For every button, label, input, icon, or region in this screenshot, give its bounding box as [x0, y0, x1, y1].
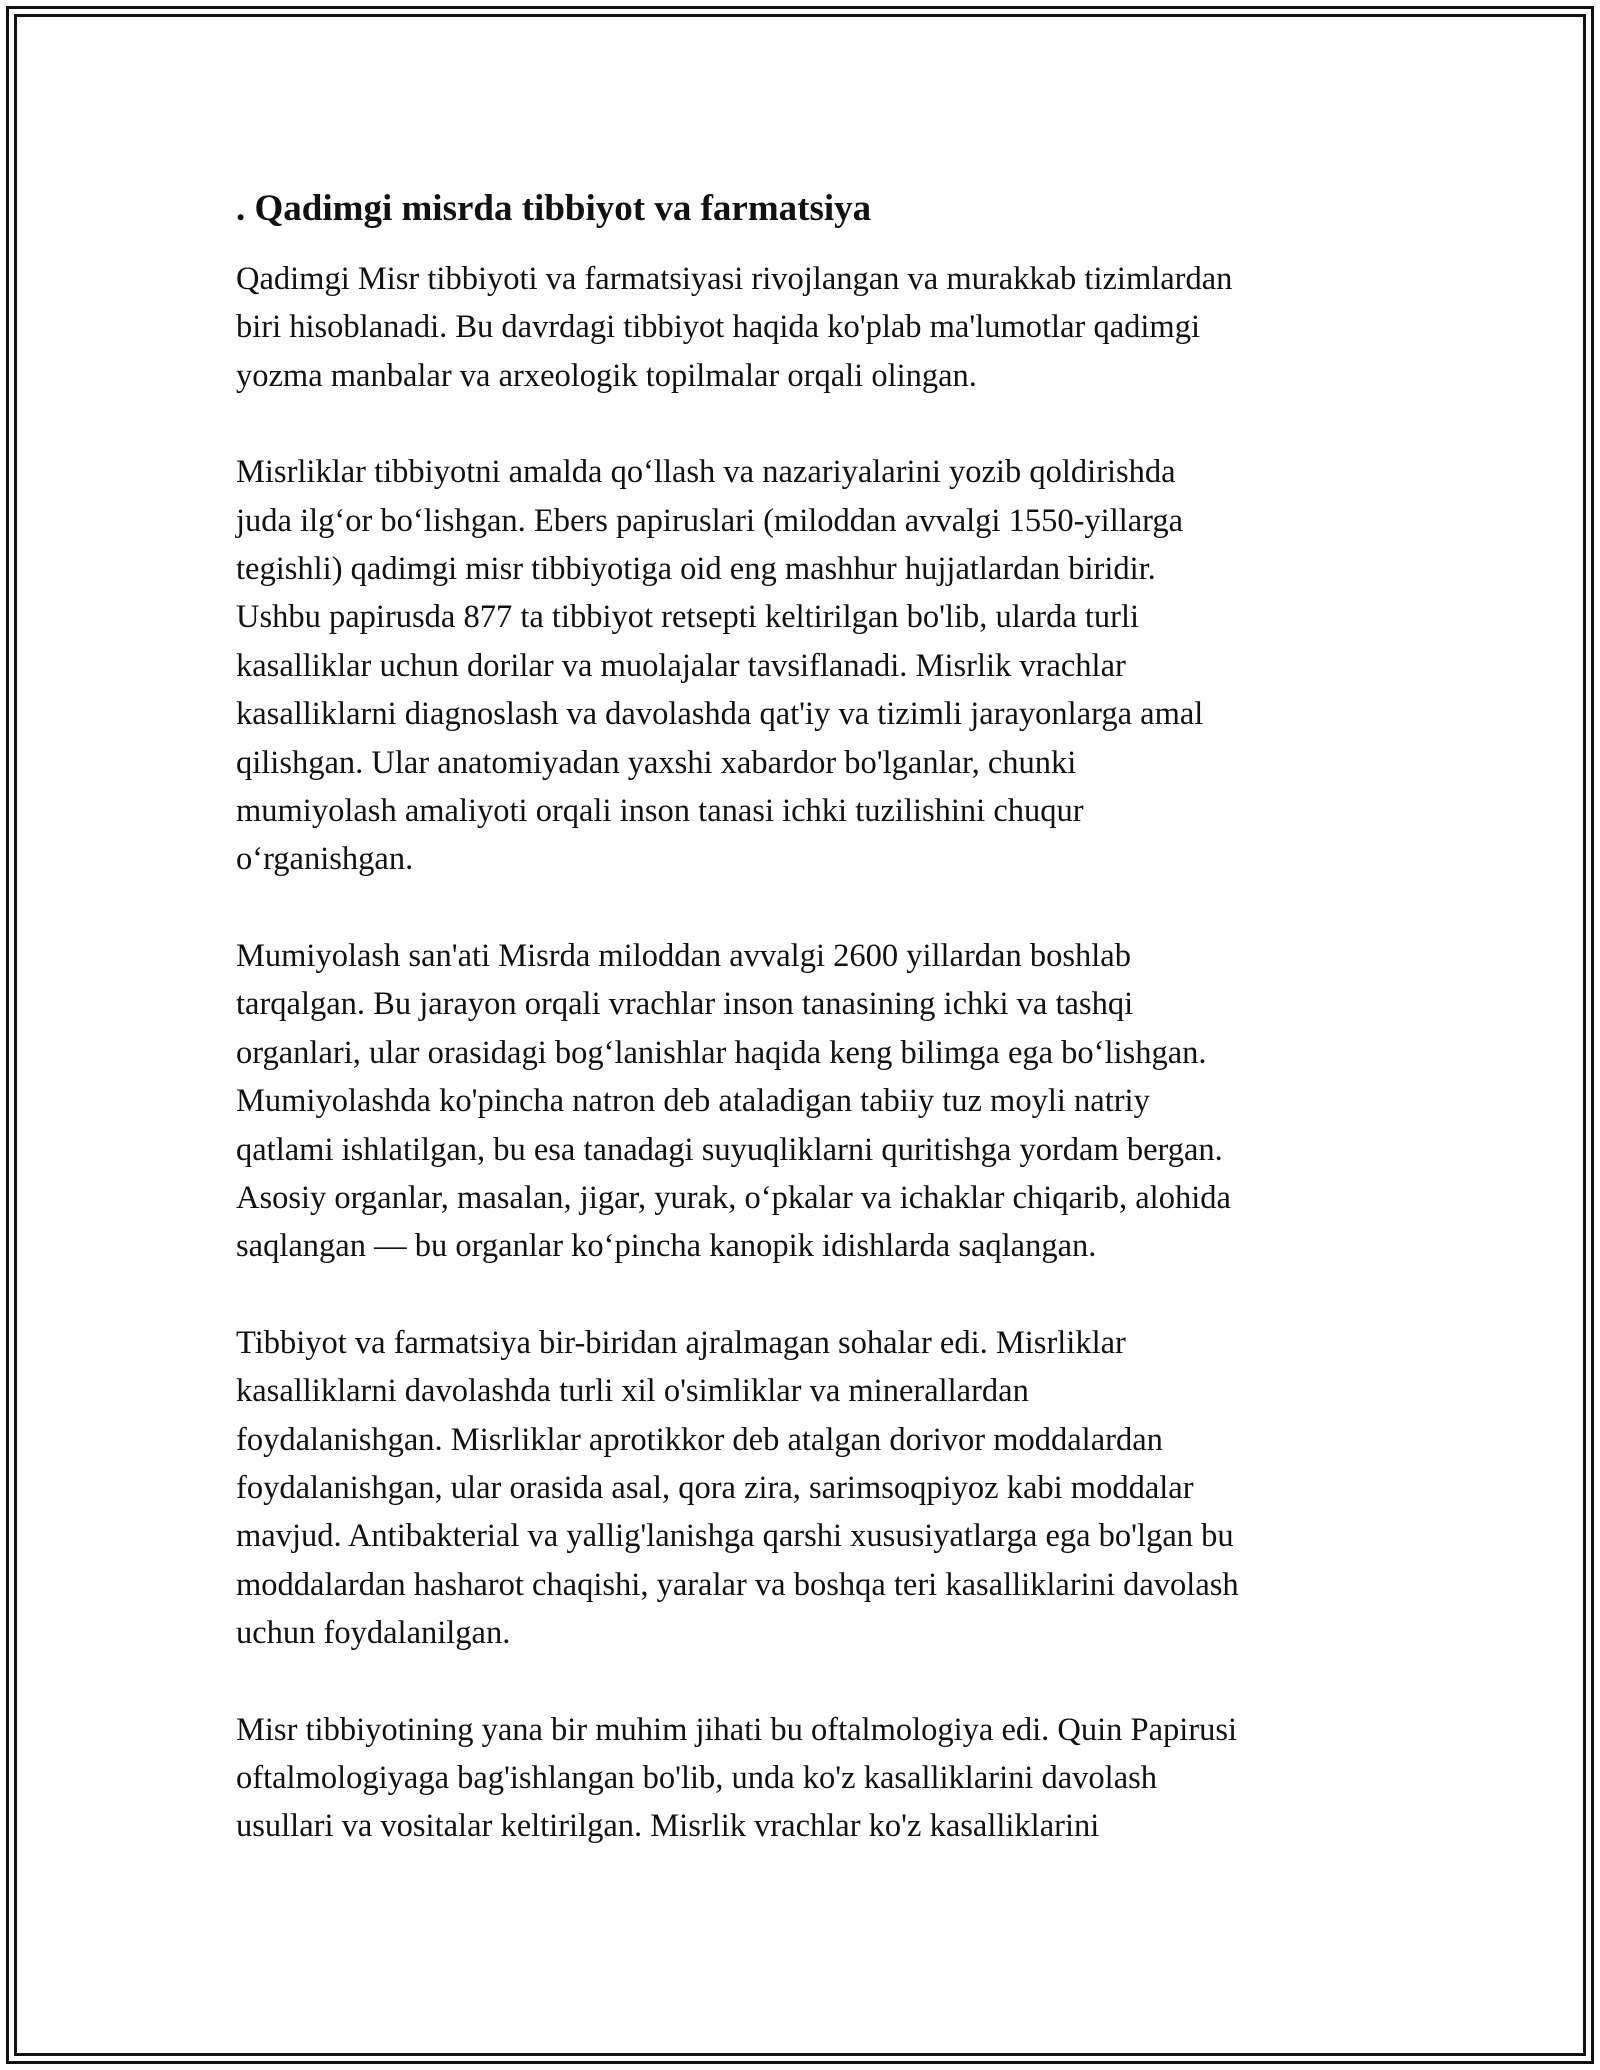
text-line: Asosiy organlar, masalan, jigar, yurak, oʻpkalar va ichaklar chiqarib, alohida	[236, 1179, 1231, 1216]
text-line: Qadimgi Misr tibbiyoti va farmatsiyasi rivojlangan va murakkab tizimlardan	[236, 261, 1233, 297]
text-line: usullari va vositalar keltirilgan. Misrlik vrachlar ko'z kasalliklarini	[236, 1808, 1100, 1845]
text-line: mavjud. Antibakterial va yallig'lanishga qarshi xususiyatlarga ega bo'lgan bu	[236, 1518, 1234, 1555]
text-line: saqlangan — bu organlar koʻpincha kanopik idishlarda saqlangan.	[236, 1228, 1097, 1265]
text-line: uchun foydalanilgan.	[236, 1615, 511, 1652]
paragraph-5	[236, 1706, 1376, 1851]
text-line: kasalliklar uchun dorilar va muolajalar tavsiflanadi. Misrlik vrachlar	[236, 647, 1126, 684]
text-line: oftalmologiyaga bag'ishlangan bo'lib, unda ko'z kasalliklarini davolash	[236, 1759, 1158, 1796]
text-line: mumiyolash amaliyoti orqali inson tanasi ichki tuzilishini chuqur	[236, 793, 1084, 830]
text-line: Ushbu papirusda 877 ta tibbiyot retsepti keltirilgan bo'lib, ularda turli	[236, 599, 1140, 636]
text-line: kasalliklarni diagnoslash va davolashda qat'iy va tizimli jarayonlarga amal	[236, 696, 1204, 733]
text-line: Misr tibbiyotining yana bir muhim jihati bu oftalmologiya edi. Quin Papirusi	[236, 1711, 1238, 1748]
text-line: yozma manbalar va arxeologik topilmalar orqali olingan.	[236, 357, 977, 394]
text-line: juda ilgʻor boʻlishgan. Ebers papiruslari (miloddan avvalgi 1550-yillarga	[236, 502, 1184, 539]
text-line: qilishgan. Ular anatomiyadan yaxshi xabardor bo'lganlar, chunki	[236, 744, 1077, 781]
text-line: tegishli) qadimgi misr tibbiyotiga oid eng mashhur hujjatlardan biridir.	[236, 551, 1156, 588]
paragraph-2	[236, 448, 1376, 884]
text-line: Mumiyolashda ko'pincha natron deb ataladigan tabiiy tuz moyli natriy	[236, 1083, 1150, 1120]
text-line: foydalanishgan, ular orasida asal, qora zira, sarimsoqpiyoz kabi moddalar	[236, 1469, 1194, 1506]
document-title: . Qadimgi misrda tibbiyot va farmatsiya	[236, 188, 872, 229]
text-line: Tibbiyot va farmatsiya bir-biridan ajralmagan sohalar edi. Misrliklar	[236, 1324, 1126, 1361]
text-line: tarqalgan. Bu jarayon orqali vrachlar inson tanasining ichki va tashqi	[236, 986, 1134, 1023]
paragraph-1	[236, 255, 1376, 400]
paragraph-3	[236, 932, 1376, 1271]
text-line: moddalardan hasharot chaqishi, yaralar va boshqa teri kasalliklarini davolash	[236, 1566, 1239, 1603]
text-line: biri hisoblanadi. Bu davrdagi tibbiyot haqida ko'plab ma'lumotlar qadimgi	[236, 309, 1200, 346]
text-line: organlari, ular orasidagi bogʻlanishlar haqida keng bilimga ega boʻlishgan.	[236, 1034, 1207, 1071]
text-line: kasalliklarni davolashda turli xil o'simliklar va minerallardan	[236, 1373, 1029, 1410]
text-line: qatlami ishlatilgan, bu esa tanadagi suyuqliklarni quritishga yordam bergan.	[236, 1131, 1223, 1168]
text-line: oʻrganishgan.	[236, 841, 414, 878]
paragraph-4	[236, 1319, 1376, 1658]
text-line: foydalanishgan. Misrliklar aprotikkor deb atalgan dorivor moddalardan	[236, 1421, 1163, 1458]
text-line: Misrliklar tibbiyotni amalda qoʻllash va nazariyalarini yozib qoldirishda	[236, 454, 1176, 491]
text-line: Mumiyolash san'ati Misrda miloddan avvalgi 2600 yillardan boshlab	[236, 937, 1131, 974]
document-body	[236, 185, 1376, 1899]
